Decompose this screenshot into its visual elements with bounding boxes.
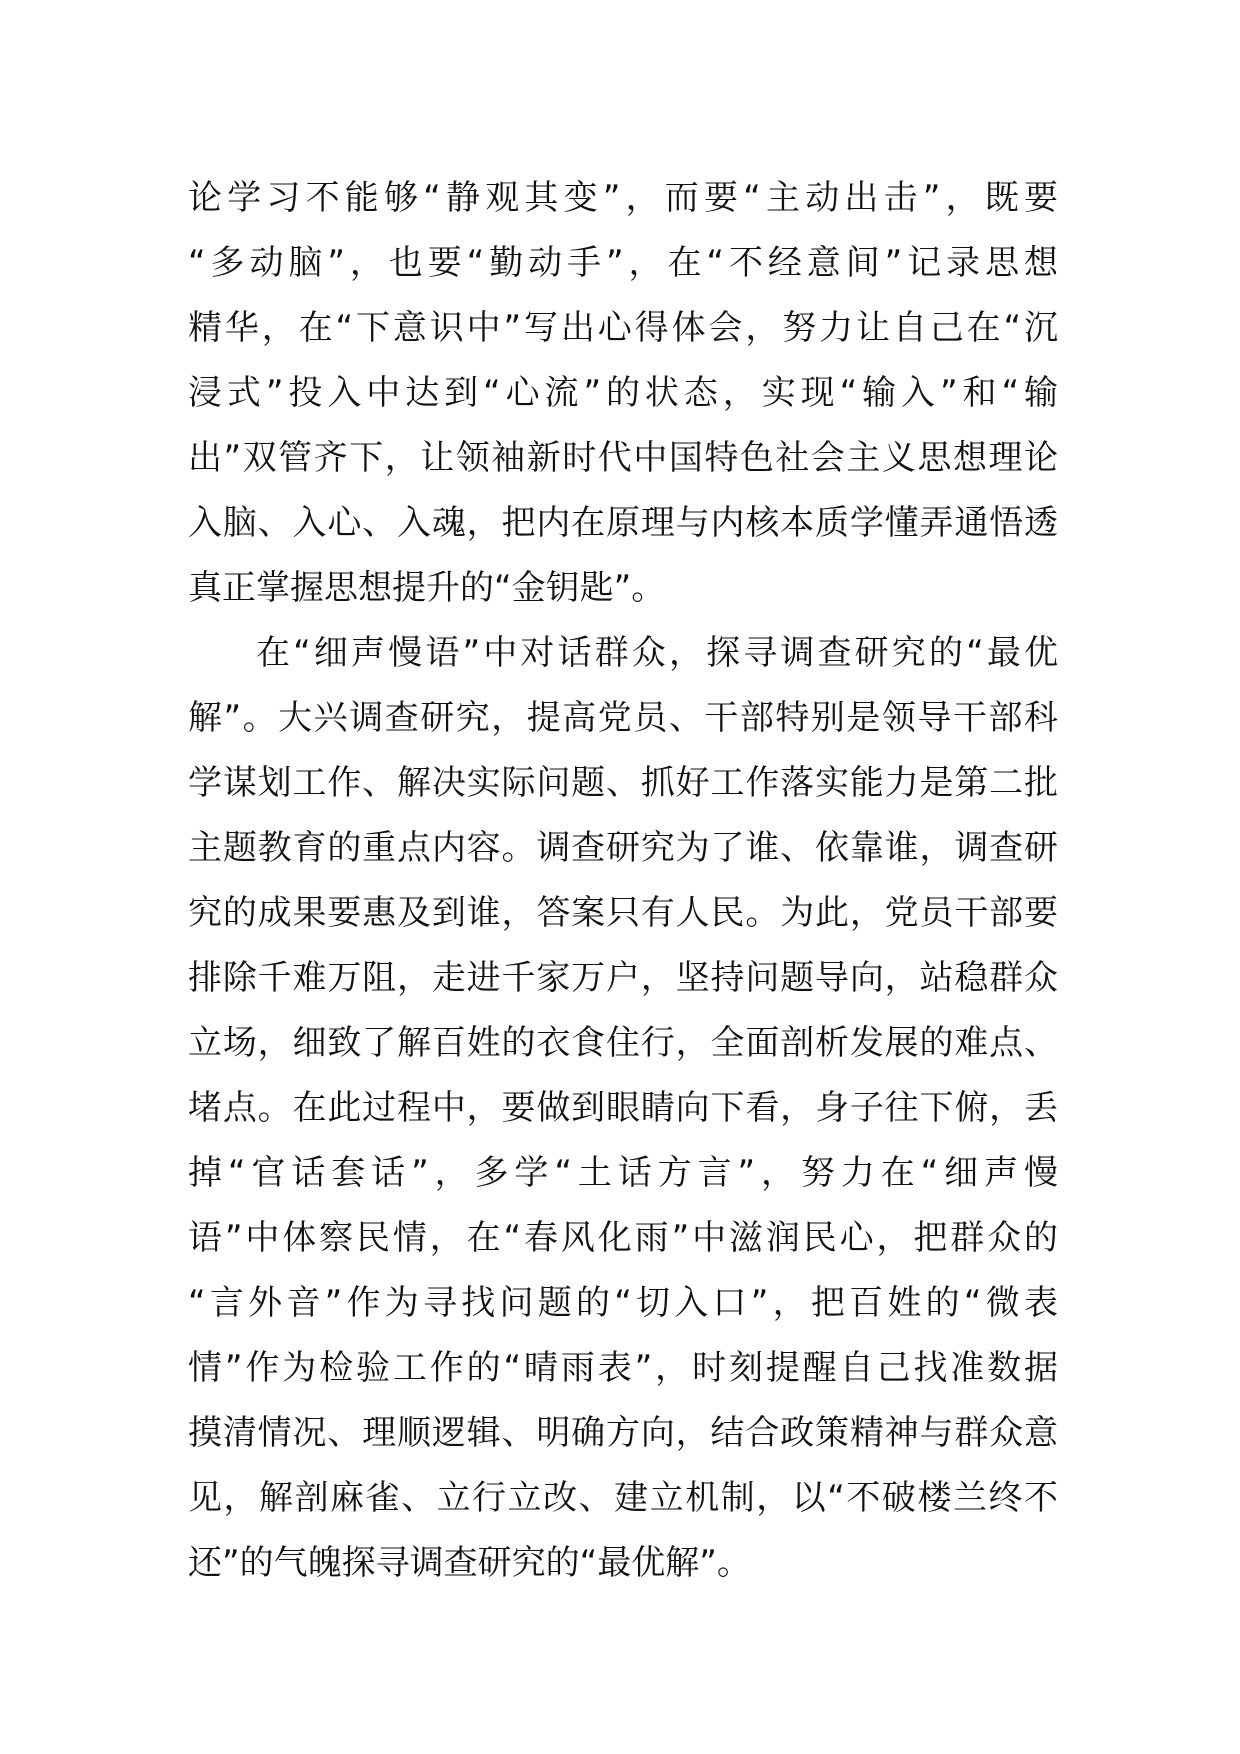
text-line: “多动脑”，也要“勤动手”，在“不经意间”记录思想 (188, 243, 1058, 283)
text-line: 还”的气魄探寻调查研究的“最优解”。 (188, 1543, 751, 1583)
text-line: 排除千难万阻，走进千家万户，坚持问题导向，站稳群众 (188, 958, 1058, 998)
text-line: 立场，细致了解百姓的衣食住行，全面剖析发展的难点、 (188, 1023, 1058, 1063)
text-line: “言外音”作为寻找问题的“切入口”，把百姓的“微表 (188, 1283, 1058, 1323)
text-line: 真正掌握思想提升的“金钥匙”。 (188, 568, 666, 608)
text-line: 论学习不能够“静观其变”，而要“主动出击”，既要 (188, 178, 1058, 218)
paragraph-2 (188, 621, 1058, 1596)
text-line: 入脑、入心、入魂，把内在原理与内核本质学懂弄通悟透 (188, 503, 1058, 543)
text-line: 掉“官话套话”，多学“土话方言”，努力在“细声慢 (188, 1153, 1058, 1193)
text-line: 主题教育的重点内容。调查研究为了谁、依靠谁，调查研 (188, 828, 1058, 868)
text-line: 堵点。在此过程中，要做到眼睛向下看，身子往下俯，丢 (188, 1088, 1058, 1128)
text-line: 精华，在“下意识中”写出心得体会，努力让自己在“沉 (188, 308, 1058, 348)
text-line: 学谋划工作、解决实际问题、抓好工作落实能力是第二批 (188, 763, 1058, 803)
text-line: 解”。大兴调查研究，提高党员、干部特别是领导干部科 (188, 698, 1058, 738)
text-line: 究的成果要惠及到谁，答案只有人民。为此，党员干部要 (188, 893, 1058, 933)
text-line: 出”双管齐下，让领袖新时代中国特色社会主义思想理论 (188, 438, 1058, 478)
paragraph-1 (188, 166, 1058, 621)
paragraph-heading-line: 在“细声慢语”中对话群众，探寻调查研究的“最优 (256, 633, 1058, 673)
text-line: 情”作为检验工作的“晴雨表”，时刻提醒自己找准数据 (188, 1348, 1058, 1388)
text-line: 语”中体察民情，在“春风化雨”中滋润民心，把群众的 (188, 1218, 1058, 1258)
text-line: 见，解剖麻雀、立行立改、建立机制，以“不破楼兰终不 (188, 1478, 1058, 1518)
body-text (188, 166, 1058, 1596)
text-line: 摸清情况、理顺逻辑、明确方向，结合政策精神与群众意 (188, 1413, 1058, 1453)
text-line: 浸式”投入中达到“心流”的状态，实现“输入”和“输 (188, 373, 1058, 413)
